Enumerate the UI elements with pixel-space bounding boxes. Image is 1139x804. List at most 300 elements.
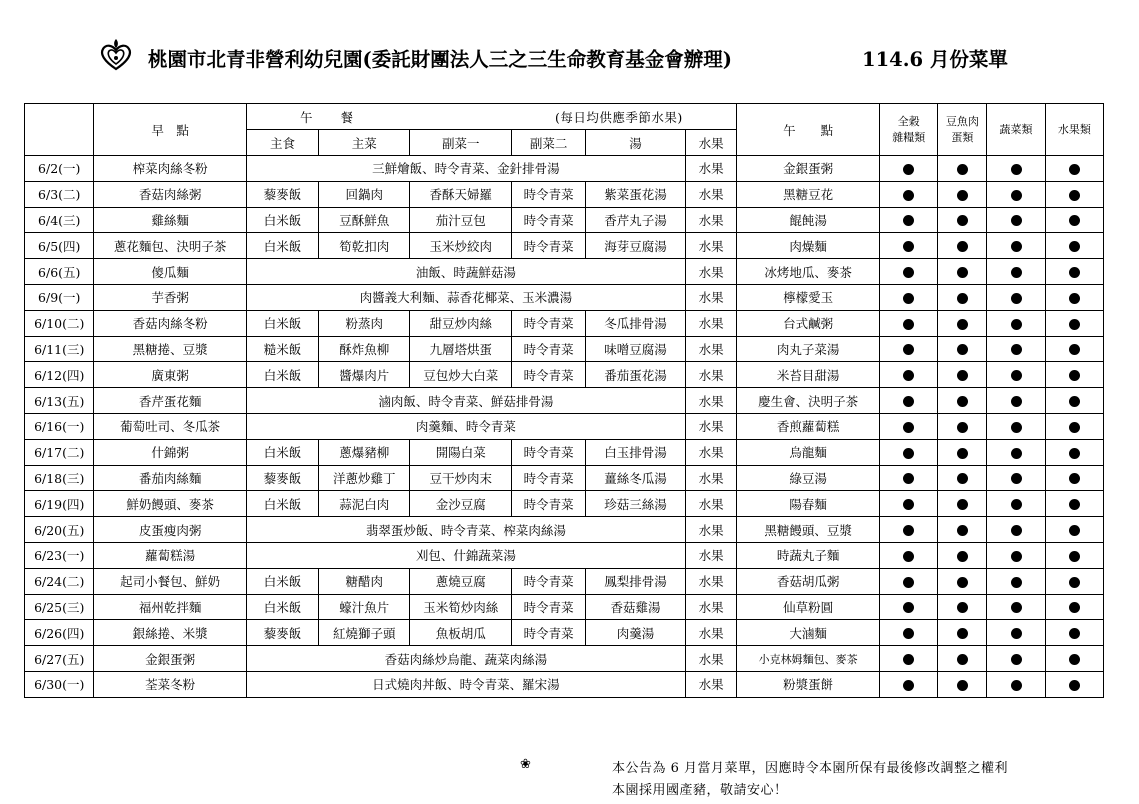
filled-dot-icon xyxy=(1011,551,1022,562)
filled-dot-icon xyxy=(903,344,914,355)
filled-dot-icon xyxy=(903,319,914,330)
date-cell: 6/3(二) xyxy=(25,181,94,207)
category-fruit-cell xyxy=(1045,259,1103,285)
snack-cell: 大滷麵 xyxy=(737,620,880,646)
breakfast-cell: 福州乾拌麵 xyxy=(94,594,246,620)
fruit-cell: 水果 xyxy=(686,362,737,388)
side-dish-2-cell: 時令青菜 xyxy=(512,620,586,646)
menu-table xyxy=(24,103,1104,698)
filled-dot-icon xyxy=(1011,499,1022,510)
category-veg-cell xyxy=(987,156,1045,182)
category-fruit-cell xyxy=(1045,413,1103,439)
filled-dot-icon xyxy=(1011,448,1022,459)
lunch-combined-cell: 日式燒肉丼飯、時令青菜、羅宋湯 xyxy=(246,671,685,697)
filled-dot-icon xyxy=(1011,190,1022,201)
category-grain-cell xyxy=(880,284,938,310)
snack-cell: 台式鹹粥 xyxy=(737,310,880,336)
category-protein-cell xyxy=(938,568,987,594)
main-dish-cell: 筍乾扣肉 xyxy=(319,233,410,259)
lunch-combined-cell: 刈包、什錦蔬菜湯 xyxy=(246,542,685,568)
breakfast-cell: 皮蛋瘦肉粥 xyxy=(94,517,246,543)
filled-dot-icon xyxy=(1011,293,1022,304)
category-veg-cell xyxy=(987,671,1045,697)
filled-dot-icon xyxy=(1069,628,1080,639)
category-veg-cell xyxy=(987,310,1045,336)
category-veg-cell xyxy=(987,336,1045,362)
category-veg-cell xyxy=(987,568,1045,594)
menu-row xyxy=(25,671,1104,697)
category-fruit-cell xyxy=(1045,646,1103,672)
menu-row xyxy=(25,233,1104,259)
filled-dot-icon xyxy=(1069,448,1080,459)
category-fruit-cell xyxy=(1045,284,1103,310)
header-breakfast: 早 點 xyxy=(94,104,246,156)
filled-dot-icon xyxy=(903,473,914,484)
category-grain-cell xyxy=(880,517,938,543)
date-cell: 6/16(一) xyxy=(25,413,94,439)
heart-lotus-logo-icon xyxy=(98,38,134,74)
page-header xyxy=(0,36,1139,76)
category-fruit-cell xyxy=(1045,620,1103,646)
filled-dot-icon xyxy=(1069,499,1080,510)
category-grain-cell xyxy=(880,465,938,491)
filled-dot-icon xyxy=(957,473,968,484)
category-veg-cell xyxy=(987,413,1045,439)
category-fruit-cell xyxy=(1045,336,1103,362)
menu-row xyxy=(25,388,1104,414)
filled-dot-icon xyxy=(957,293,968,304)
staple-cell: 白米飯 xyxy=(246,310,319,336)
header-cat-protein-2: 蛋類 xyxy=(951,130,974,144)
side-dish-1-cell: 玉米筍炒肉絲 xyxy=(410,594,512,620)
menu-row xyxy=(25,465,1104,491)
category-protein-cell xyxy=(938,284,987,310)
category-grain-cell xyxy=(880,620,938,646)
date-cell: 6/2(一) xyxy=(25,156,94,182)
breakfast-cell: 鮮奶饅頭、麥茶 xyxy=(94,491,246,517)
filled-dot-icon xyxy=(1069,551,1080,562)
menu-row xyxy=(25,362,1104,388)
category-fruit-cell xyxy=(1045,388,1103,414)
category-protein-cell xyxy=(938,336,987,362)
category-fruit-cell xyxy=(1045,310,1103,336)
breakfast-cell: 蔥花麵包、決明子茶 xyxy=(94,233,246,259)
sprout-icon: ❀ xyxy=(520,757,531,772)
category-grain-cell xyxy=(880,646,938,672)
filled-dot-icon xyxy=(1011,422,1022,433)
side-dish-2-cell: 時令青菜 xyxy=(512,491,586,517)
breakfast-cell: 葡萄吐司、冬瓜茶 xyxy=(94,413,246,439)
side-dish-1-cell: 豆包炒大白菜 xyxy=(410,362,512,388)
breakfast-cell: 番茄肉絲麵 xyxy=(94,465,246,491)
staple-cell: 白米飯 xyxy=(246,568,319,594)
filled-dot-icon xyxy=(1069,267,1080,278)
header-side1: 副菜一 xyxy=(410,130,512,156)
filled-dot-icon xyxy=(1011,654,1022,665)
fruit-cell: 水果 xyxy=(686,310,737,336)
snack-cell: 餛飩湯 xyxy=(737,207,880,233)
fruit-cell: 水果 xyxy=(686,439,737,465)
category-protein-cell xyxy=(938,491,987,517)
category-veg-cell xyxy=(987,181,1045,207)
filled-dot-icon xyxy=(903,577,914,588)
lunch-combined-cell: 油飯、時蔬鮮菇湯 xyxy=(246,259,685,285)
filled-dot-icon xyxy=(957,499,968,510)
category-grain-cell xyxy=(880,388,938,414)
side-dish-1-cell: 九層塔烘蛋 xyxy=(410,336,512,362)
category-grain-cell xyxy=(880,439,938,465)
soup-cell: 海芽豆腐湯 xyxy=(585,233,685,259)
category-protein-cell xyxy=(938,362,987,388)
filled-dot-icon xyxy=(903,654,914,665)
soup-cell: 紫菜蛋花湯 xyxy=(585,181,685,207)
main-dish-cell: 粉蒸肉 xyxy=(319,310,410,336)
date-cell: 6/25(三) xyxy=(25,594,94,620)
snack-cell: 黑糖豆花 xyxy=(737,181,880,207)
header-fruit: 水果 xyxy=(686,130,737,156)
category-veg-cell xyxy=(987,439,1045,465)
filled-dot-icon xyxy=(957,319,968,330)
staple-cell: 白米飯 xyxy=(246,491,319,517)
filled-dot-icon xyxy=(957,370,968,381)
soup-cell: 番茄蛋花湯 xyxy=(585,362,685,388)
lunch-combined-cell: 肉醬義大利麵、蒜香花椰菜、玉米濃湯 xyxy=(246,284,685,310)
filled-dot-icon xyxy=(1069,190,1080,201)
snack-cell: 檸檬愛玉 xyxy=(737,284,880,310)
header-snack: 午 點 xyxy=(737,104,880,156)
date-cell: 6/12(四) xyxy=(25,362,94,388)
header-cat-grain xyxy=(880,104,938,156)
category-protein-cell xyxy=(938,181,987,207)
menu-month: 114.6 月份菜單 xyxy=(862,48,1008,71)
category-fruit-cell xyxy=(1045,181,1103,207)
filled-dot-icon xyxy=(1011,267,1022,278)
date-cell: 6/6(五) xyxy=(25,259,94,285)
main-dish-cell: 洋蔥炒雞丁 xyxy=(319,465,410,491)
date-cell: 6/19(四) xyxy=(25,491,94,517)
category-veg-cell xyxy=(987,620,1045,646)
filled-dot-icon xyxy=(1069,473,1080,484)
category-grain-cell xyxy=(880,156,938,182)
menu-row xyxy=(25,156,1104,182)
main-dish-cell: 蠔汁魚片 xyxy=(319,594,410,620)
soup-cell: 香菇雞湯 xyxy=(585,594,685,620)
menu-row xyxy=(25,310,1104,336)
breakfast-cell: 起司小餐包、鮮奶 xyxy=(94,568,246,594)
filled-dot-icon xyxy=(1069,577,1080,588)
lunch-combined-cell: 翡翠蛋炒飯、時令青菜、榨菜肉絲湯 xyxy=(246,517,685,543)
fruit-cell: 水果 xyxy=(686,465,737,491)
fruit-cell: 水果 xyxy=(686,413,737,439)
breakfast-cell: 蘿蔔糕湯 xyxy=(94,542,246,568)
side-dish-2-cell: 時令青菜 xyxy=(512,233,586,259)
filled-dot-icon xyxy=(903,680,914,691)
breakfast-cell: 香菇肉絲粥 xyxy=(94,181,246,207)
filled-dot-icon xyxy=(903,422,914,433)
filled-dot-icon xyxy=(957,164,968,175)
snack-cell: 時蔬丸子麵 xyxy=(737,542,880,568)
category-veg-cell xyxy=(987,207,1045,233)
date-cell: 6/4(三) xyxy=(25,207,94,233)
breakfast-cell: 香芹蛋花麵 xyxy=(94,388,246,414)
filled-dot-icon xyxy=(1069,370,1080,381)
category-grain-cell xyxy=(880,671,938,697)
category-protein-cell xyxy=(938,646,987,672)
breakfast-cell: 黑糖捲、豆漿 xyxy=(94,336,246,362)
filled-dot-icon xyxy=(903,293,914,304)
breakfast-cell: 金銀蛋粥 xyxy=(94,646,246,672)
category-fruit-cell xyxy=(1045,207,1103,233)
snack-cell: 金銀蛋粥 xyxy=(737,156,880,182)
staple-cell: 白米飯 xyxy=(246,594,319,620)
main-dish-cell: 醬爆肉片 xyxy=(319,362,410,388)
date-cell: 6/5(四) xyxy=(25,233,94,259)
category-veg-cell xyxy=(987,646,1045,672)
category-veg-cell xyxy=(987,362,1045,388)
header-cat-protein-1: 豆魚肉 xyxy=(945,114,979,128)
filled-dot-icon xyxy=(903,215,914,226)
filled-dot-icon xyxy=(957,577,968,588)
category-fruit-cell xyxy=(1045,233,1103,259)
filled-dot-icon xyxy=(1011,628,1022,639)
category-fruit-cell xyxy=(1045,156,1103,182)
category-fruit-cell xyxy=(1045,491,1103,517)
date-cell: 6/26(四) xyxy=(25,620,94,646)
filled-dot-icon xyxy=(1069,422,1080,433)
filled-dot-icon xyxy=(957,344,968,355)
filled-dot-icon xyxy=(957,241,968,252)
header-lunch xyxy=(246,104,736,130)
filled-dot-icon xyxy=(1011,602,1022,613)
filled-dot-icon xyxy=(1011,319,1022,330)
snack-cell: 香煎蘿蔔糕 xyxy=(737,413,880,439)
snack-cell: 綠豆湯 xyxy=(737,465,880,491)
category-veg-cell xyxy=(987,465,1045,491)
filled-dot-icon xyxy=(1011,344,1022,355)
staple-cell: 白米飯 xyxy=(246,362,319,388)
staple-cell: 白米飯 xyxy=(246,233,319,259)
category-veg-cell xyxy=(987,491,1045,517)
snack-cell: 肉燥麵 xyxy=(737,233,880,259)
fruit-cell: 水果 xyxy=(686,181,737,207)
filled-dot-icon xyxy=(903,448,914,459)
header-staple: 主食 xyxy=(246,130,319,156)
category-protein-cell xyxy=(938,465,987,491)
category-grain-cell xyxy=(880,413,938,439)
filled-dot-icon xyxy=(957,422,968,433)
staple-cell: 白米飯 xyxy=(246,439,319,465)
date-cell: 6/24(二) xyxy=(25,568,94,594)
date-cell: 6/9(一) xyxy=(25,284,94,310)
soup-cell: 味噌豆腐湯 xyxy=(585,336,685,362)
snack-cell: 香菇胡瓜粥 xyxy=(737,568,880,594)
main-dish-cell: 豆酥鮮魚 xyxy=(319,207,410,233)
filled-dot-icon xyxy=(903,628,914,639)
date-cell: 6/27(五) xyxy=(25,646,94,672)
header-soup: 湯 xyxy=(585,130,685,156)
breakfast-cell: 香菇肉絲冬粉 xyxy=(94,310,246,336)
lunch-combined-cell: 香菇肉絲炒烏龍、蔬菜肉絲湯 xyxy=(246,646,685,672)
filled-dot-icon xyxy=(1011,473,1022,484)
menu-row xyxy=(25,259,1104,285)
category-grain-cell xyxy=(880,336,938,362)
side-dish-2-cell: 時令青菜 xyxy=(512,310,586,336)
fruit-cell: 水果 xyxy=(686,156,737,182)
filled-dot-icon xyxy=(903,164,914,175)
filled-dot-icon xyxy=(1069,525,1080,536)
filled-dot-icon xyxy=(957,396,968,407)
date-cell: 6/23(一) xyxy=(25,542,94,568)
filled-dot-icon xyxy=(957,525,968,536)
main-dish-cell: 酥炸魚柳 xyxy=(319,336,410,362)
category-grain-cell xyxy=(880,207,938,233)
category-protein-cell xyxy=(938,233,987,259)
header-side2: 副菜二 xyxy=(512,130,586,156)
fruit-cell: 水果 xyxy=(686,594,737,620)
fruit-cell: 水果 xyxy=(686,233,737,259)
menu-row xyxy=(25,439,1104,465)
category-grain-cell xyxy=(880,259,938,285)
side-dish-1-cell: 甜豆炒肉絲 xyxy=(410,310,512,336)
snack-cell: 米苔目甜湯 xyxy=(737,362,880,388)
fruit-cell: 水果 xyxy=(686,284,737,310)
staple-cell: 藜麥飯 xyxy=(246,620,319,646)
category-veg-cell xyxy=(987,388,1045,414)
fruit-cell: 水果 xyxy=(686,542,737,568)
category-protein-cell xyxy=(938,156,987,182)
side-dish-1-cell: 香酥天婦羅 xyxy=(410,181,512,207)
category-protein-cell xyxy=(938,542,987,568)
category-protein-cell xyxy=(938,259,987,285)
filled-dot-icon xyxy=(957,267,968,278)
menu-row xyxy=(25,542,1104,568)
date-cell: 6/30(一) xyxy=(25,671,94,697)
breakfast-cell: 雞絲麵 xyxy=(94,207,246,233)
filled-dot-icon xyxy=(1069,344,1080,355)
filled-dot-icon xyxy=(903,551,914,562)
header-main: 主菜 xyxy=(319,130,410,156)
category-fruit-cell xyxy=(1045,671,1103,697)
filled-dot-icon xyxy=(1011,396,1022,407)
footer-line-1: 本公告為 6 月當月菜單，因應時令本園所保有最後修改調整之權利 xyxy=(612,761,1009,776)
soup-cell: 珍菇三絲湯 xyxy=(585,491,685,517)
menu-row xyxy=(25,336,1104,362)
fruit-cell: 水果 xyxy=(686,646,737,672)
fruit-cell: 水果 xyxy=(686,207,737,233)
side-dish-2-cell: 時令青菜 xyxy=(512,336,586,362)
filled-dot-icon xyxy=(957,654,968,665)
page-title: 桃園市北青非營利幼兒園(委託財團法人三之三生命教育基金會辦理) xyxy=(148,48,732,71)
filled-dot-icon xyxy=(1011,370,1022,381)
side-dish-2-cell: 時令青菜 xyxy=(512,465,586,491)
menu-row xyxy=(25,181,1104,207)
side-dish-2-cell: 時令青菜 xyxy=(512,181,586,207)
category-grain-cell xyxy=(880,362,938,388)
date-cell: 6/18(三) xyxy=(25,465,94,491)
filled-dot-icon xyxy=(1069,680,1080,691)
side-dish-2-cell: 時令青菜 xyxy=(512,207,586,233)
header-lunch-label: 午 餐 xyxy=(300,109,355,125)
filled-dot-icon xyxy=(957,448,968,459)
breakfast-cell: 芋香粥 xyxy=(94,284,246,310)
side-dish-2-cell: 時令青菜 xyxy=(512,568,586,594)
breakfast-cell: 榨菜肉絲冬粉 xyxy=(94,156,246,182)
category-fruit-cell xyxy=(1045,517,1103,543)
category-grain-cell xyxy=(880,568,938,594)
filled-dot-icon xyxy=(957,602,968,613)
menu-row xyxy=(25,207,1104,233)
main-dish-cell: 紅燒獅子頭 xyxy=(319,620,410,646)
staple-cell: 藜麥飯 xyxy=(246,465,319,491)
menu-row xyxy=(25,568,1104,594)
snack-cell: 烏龍麵 xyxy=(737,439,880,465)
filled-dot-icon xyxy=(1069,215,1080,226)
menu-row xyxy=(25,646,1104,672)
footer-line-2: 本園採用國產豬，敬請安心！ xyxy=(612,783,788,798)
category-grain-cell xyxy=(880,491,938,517)
category-protein-cell xyxy=(938,671,987,697)
category-protein-cell xyxy=(938,207,987,233)
snack-cell: 慶生會、決明子茶 xyxy=(737,388,880,414)
header-cat-fruit: 水果類 xyxy=(1045,104,1103,156)
category-protein-cell xyxy=(938,517,987,543)
snack-cell: 肉丸子菜湯 xyxy=(737,336,880,362)
breakfast-cell: 傻瓜麵 xyxy=(94,259,246,285)
header-cat-grain-1: 全穀 xyxy=(897,114,920,128)
fruit-cell: 水果 xyxy=(686,620,737,646)
menu-row xyxy=(25,594,1104,620)
breakfast-cell: 廣東粥 xyxy=(94,362,246,388)
category-fruit-cell xyxy=(1045,568,1103,594)
category-fruit-cell xyxy=(1045,362,1103,388)
fruit-cell: 水果 xyxy=(686,388,737,414)
filled-dot-icon xyxy=(1069,396,1080,407)
category-veg-cell xyxy=(987,284,1045,310)
menu-row xyxy=(25,284,1104,310)
date-cell: 6/17(二) xyxy=(25,439,94,465)
fruit-cell: 水果 xyxy=(686,568,737,594)
category-protein-cell xyxy=(938,439,987,465)
side-dish-1-cell: 玉米炒絞肉 xyxy=(410,233,512,259)
side-dish-1-cell: 開陽白菜 xyxy=(410,439,512,465)
category-grain-cell xyxy=(880,181,938,207)
header-lunch-note: (每日均供應季節水果) xyxy=(555,109,683,125)
category-fruit-cell xyxy=(1045,594,1103,620)
side-dish-2-cell: 時令青菜 xyxy=(512,594,586,620)
filled-dot-icon xyxy=(903,396,914,407)
side-dish-2-cell: 時令青菜 xyxy=(512,362,586,388)
snack-cell: 粉漿蛋餅 xyxy=(737,671,880,697)
filled-dot-icon xyxy=(1069,602,1080,613)
category-veg-cell xyxy=(987,233,1045,259)
category-veg-cell xyxy=(987,259,1045,285)
date-cell: 6/20(五) xyxy=(25,517,94,543)
snack-cell: 小克林姆麵包、麥茶 xyxy=(737,646,880,672)
category-protein-cell xyxy=(938,594,987,620)
snack-cell: 仙草粉圓 xyxy=(737,594,880,620)
category-protein-cell xyxy=(938,413,987,439)
category-protein-cell xyxy=(938,310,987,336)
lunch-combined-cell: 肉羹麵、時令青菜 xyxy=(246,413,685,439)
soup-cell: 香芹丸子湯 xyxy=(585,207,685,233)
lunch-combined-cell: 滷肉飯、時令青菜、鮮菇排骨湯 xyxy=(246,388,685,414)
filled-dot-icon xyxy=(1069,164,1080,175)
filled-dot-icon xyxy=(1069,654,1080,665)
menu-body xyxy=(25,156,1104,698)
footer-note xyxy=(612,758,1008,802)
breakfast-cell: 什錦粥 xyxy=(94,439,246,465)
snack-cell: 黑糖饅頭、豆漿 xyxy=(737,517,880,543)
